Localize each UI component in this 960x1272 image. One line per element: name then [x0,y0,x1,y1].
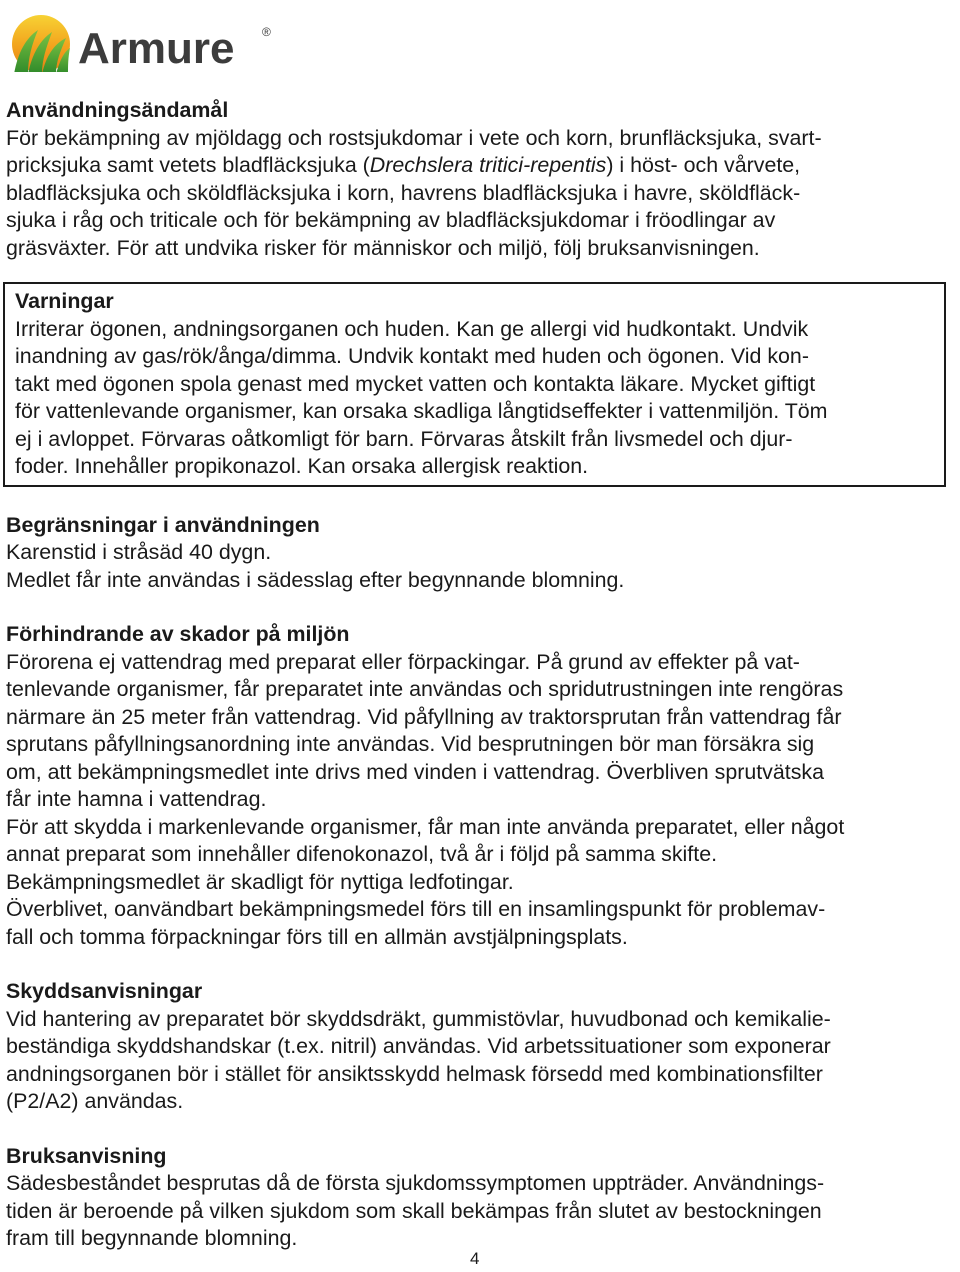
body-line: ej i avloppet. Förvaras oåtkomligt för barn. Förvaras åtskilt från livsmedel och djur- [15,426,793,451]
body-line: takt med ögonen spola genast med mycket vatten och kontakta läkare. Mycket giftigt [15,371,816,396]
registered-trademark-mark: ® [262,25,271,39]
body-line: inandning av gas/rök/ånga/dimma. Undvik kontakt med huden och ögonen. Vid kon- [15,344,809,368]
body-line: för vattenlevande organismer, kan orsaka skadliga långtidseffekter i vattenmiljön. Töm [15,399,828,423]
section-body [6,1006,954,1116]
body-line: om, att bekämpningsmedlet inte drivs med vinden i vattendrag. Överbliven sprutvätska [6,759,825,784]
body-line: Sädesbeståndet besprutas då de första sjukdomssymptomen uppträder. Användnings- [6,1171,825,1195]
section-body [6,1170,954,1253]
body-line-with-italic: pricksjuka samt vetets bladfläcksjuka (Drechslera tritici-repentis) i höst- och vårvete, [6,153,801,177]
body-line: gräsväxter. För att undvika risker för människor och miljö, följ bruksanvisningen. [6,235,760,260]
section-usage-restrictions [6,512,954,595]
body-line: Överblivet, oanvändbart bekämpningsmedel förs till en insamlingspunkt för problemav- [6,897,826,921]
label-text-body [6,97,954,1253]
page-number: 4 [470,1249,480,1268]
section-body [15,316,934,481]
scientific-name: Drechslera tritici-repentis [369,153,607,177]
body-line: tiden är beroende på vilken sjukdom som skall bekämpas från slutet av bestockningen [6,1198,822,1223]
body-line: sjuka i råg och triticale och för bekämpning av bladfläcksjukdomar i fröodlingar av [6,208,776,232]
section-heading: Förhindrande av skador på miljön [6,622,350,646]
body-line: Medlet får inte användas i sädesslag efter begynnande blomning. [6,567,625,592]
body-line: Vid hantering av preparatet bör skyddsdräkt, gummistövlar, huvudbonad och kemikalie- [6,1006,831,1031]
body-line: foder. Innehåller propikonazol. Kan orsaka allergisk reaktion. [15,454,589,478]
section-heading: Bruksanvisning [6,1143,167,1168]
body-line: (P2/A2) användas. [6,1089,184,1113]
body-line: För bekämpning av mjöldagg och rostsjukdomar i vete och korn, brunfläcksjuka, svart- [6,125,822,150]
section-body [6,649,954,952]
body-line: Bekämpningsmedlet är skadligt för nyttiga ledfotingar. [6,869,514,894]
body-line: närmare än 25 meter från vattendrag. Vid påfyllning av traktorsprutan från vattendrag får [6,704,842,729]
armure-logo-mark [8,8,288,80]
armure-logo [8,8,288,80]
body-line: beständiga skyddshandskar (t.ex. nitril) användas. Vid arbetssituationer som exponerar [6,1034,831,1058]
body-line: andningsorganen bör i stället för ansiktsskydd helmask försedd med kombinationsfilter [6,1061,823,1086]
body-line: För att skydda i markenlevande organismer, får man inte använda preparatet, eller något [6,814,845,839]
warnings-box [3,282,946,487]
section-heading: Användningsändamål [6,98,229,122]
section-heading: Skyddsanvisningar [6,979,203,1003]
body-line: fall och tomma förpackningar förs till en allmän avstjälpningsplats. [6,924,628,949]
section-environmental-protection [6,621,954,951]
body-line: sprutans påfyllningsanordning inte användas. Vid besprutningen bör man försäkra sig [6,732,815,756]
body-line: bladfläcksjuka och sköldfläcksjuka i korn, havrens bladfläcksjuka i havre, sköldfläck- [6,180,801,205]
section-heading: Varningar [15,289,114,313]
body-line: får inte hamna i vattendrag. [6,787,267,811]
section-heading: Begränsningar i användningen [6,512,320,537]
body-line: fram till begynnande blomning. [6,1226,298,1250]
section-body [6,539,954,594]
brand-wordmark: Armure [78,24,235,73]
section-intended-use [6,97,954,262]
body-line: Irriterar ögonen, andningsorganen och huden. Kan ge allergi vid hudkontakt. Undvik [15,316,809,341]
section-body [6,125,954,263]
body-line: tenlevande organismer, får preparatet inte användas och spridutrustningen inte rengöras [6,677,844,701]
body-line: Förorena ej vattendrag med preparat eller förpackingar. På grund av effekter på vat- [6,649,800,674]
section-protective-instructions [6,978,954,1116]
section-directions-for-use [6,1143,954,1253]
body-line: annat preparat som innehåller difenokonazol, två år i följd på samma skifte. [6,842,718,866]
body-line: Karenstid i stråsäd 40 dygn. [6,540,272,564]
